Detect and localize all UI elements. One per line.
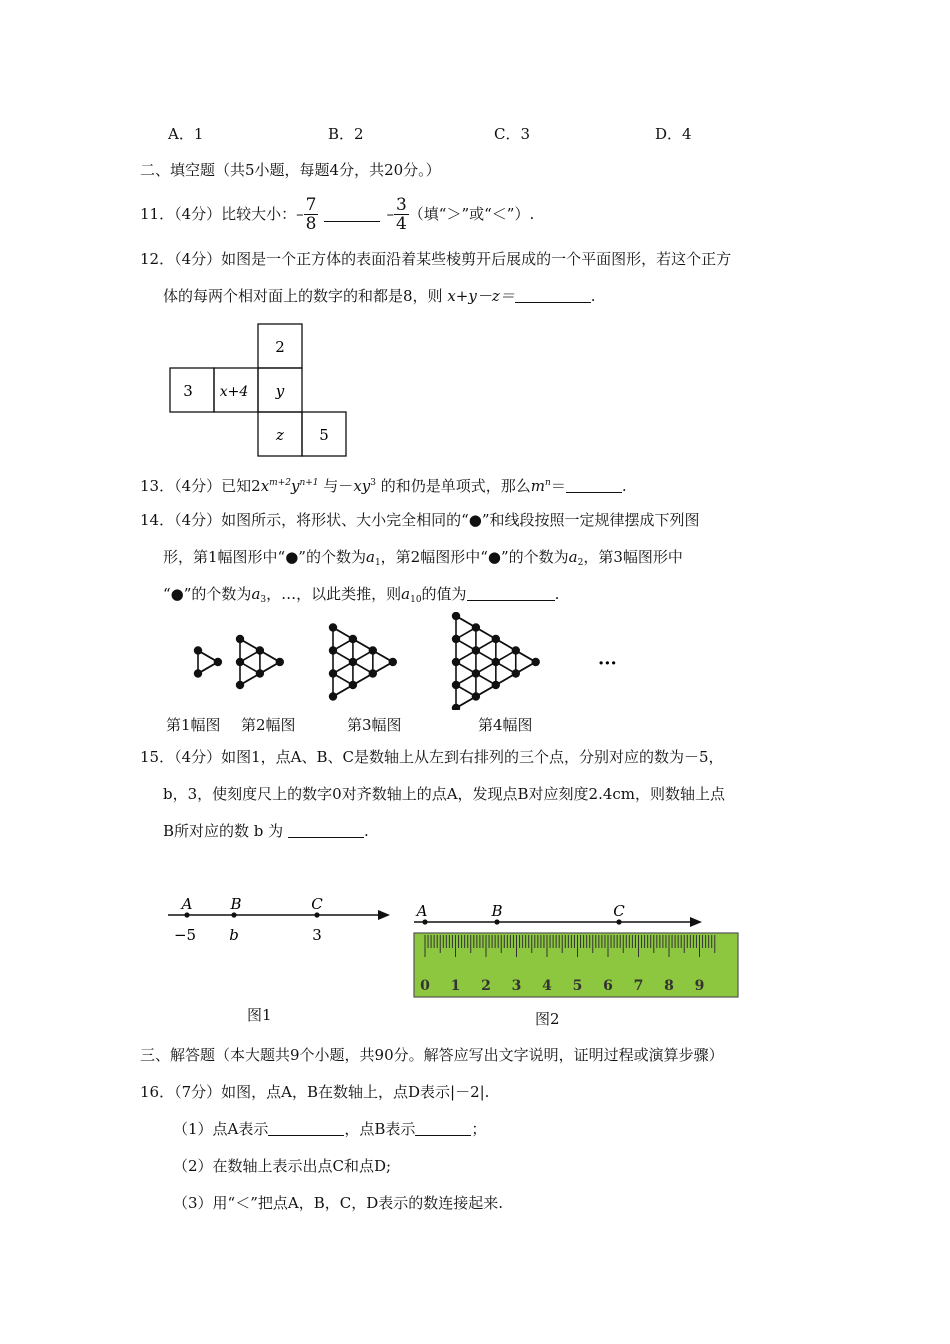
fig1-label-b: B bbox=[230, 895, 242, 913]
net-cell-y: y bbox=[275, 382, 285, 400]
q11-fraction1: $\frac{7}{8}$ bbox=[305, 194, 317, 234]
ruler-number-6: 6 bbox=[603, 978, 613, 994]
choice-c: C．3 bbox=[494, 125, 531, 143]
q11-minus2: – bbox=[386, 205, 394, 223]
pattern-caption-2: 第2幅图 bbox=[241, 716, 296, 734]
net-cell-z: z bbox=[276, 426, 284, 444]
section2-title: 二、填空题（共5小题，每题4分，共20分。） bbox=[140, 161, 441, 179]
section3-title: 三、解答题（本大题共9个小题，共90分。解答应写出文字说明，证明过程或演算步骤） bbox=[140, 1046, 724, 1064]
ruler-number-0: 0 bbox=[420, 978, 430, 994]
ruler-number-7: 7 bbox=[633, 978, 644, 994]
fig2-label-a: A bbox=[416, 902, 428, 920]
pattern-caption-3: 第3幅图 bbox=[347, 716, 402, 734]
ruler-number-4: 4 bbox=[542, 978, 552, 994]
q11-minus1: – bbox=[296, 205, 304, 223]
net-cell-5: 5 bbox=[319, 426, 329, 444]
fig2-label-b: B bbox=[491, 902, 503, 920]
ruler-number-9: 9 bbox=[694, 978, 705, 994]
q14-line2: 形，第1幅图形中“●”的个数为$a_1$，第2幅图形中“●”的个数为$a_2$，第3幅图形中 bbox=[163, 548, 683, 568]
choice-b: B．2 bbox=[328, 125, 364, 143]
ruler-number-5: 5 bbox=[572, 978, 583, 994]
q11-fraction2: $\frac{3}{4}$ bbox=[395, 194, 407, 234]
dot-pattern-figures bbox=[180, 612, 630, 710]
choice-a: A．1 bbox=[168, 125, 204, 143]
q15-line2: b，3，使刻度尺上的数字0对齐数轴上的点A，发现点B对应刻度2.4cm，则数轴上点 bbox=[163, 785, 726, 803]
fig2-caption: 图2 bbox=[535, 1010, 560, 1028]
fig1-value-b: b bbox=[229, 926, 239, 944]
q11-answer-blank[interactable] bbox=[324, 207, 380, 222]
pattern-caption-1: 第1幅图 bbox=[166, 716, 221, 734]
question-13: 13．（4分）已知$2x^{m+2}y^{n+1}$ 与$-xy^3$ 的和仍是单项式，那么$m^n=$ . bbox=[140, 477, 627, 495]
fig1-caption: 图1 bbox=[247, 1006, 272, 1024]
question-11 bbox=[140, 192, 534, 236]
net-cell-3: 3 bbox=[183, 382, 193, 400]
q16-part3: （3）用“＜”把点A，B，C，D表示的数连接起来. bbox=[173, 1194, 504, 1212]
q15-line3: B所对应的数 b 为 . bbox=[163, 822, 369, 840]
fig1-value-a: −5 bbox=[173, 926, 197, 944]
net-cell-2: 2 bbox=[275, 338, 285, 356]
ruler-number-1: 1 bbox=[450, 978, 461, 994]
q12-line1: 12．（4分）如图是一个正方体的表面沿着某些棱剪开后展成的一个平面图形，若这个正方 bbox=[140, 250, 732, 268]
q14-line3: “●”的个数为$a_3$，…，以此类推，则$a_{10}$的值为 . bbox=[163, 585, 560, 605]
ruler-number-2: 2 bbox=[481, 978, 491, 994]
number-line-figure-1 bbox=[160, 893, 400, 953]
ruler-number-8: 8 bbox=[664, 978, 674, 994]
q16-line1: 16．（7分）如图，点A，B在数轴上，点D表示|－2|. bbox=[140, 1083, 490, 1101]
q16-part1: （1）点A表示 ，点B表示 ； bbox=[173, 1120, 487, 1138]
continuation-dots: ··· bbox=[598, 653, 617, 674]
pattern-caption-4: 第4幅图 bbox=[478, 716, 533, 734]
q11-suffix: （填“＞”或“＜”）. bbox=[408, 205, 535, 223]
fig2-label-c: C bbox=[613, 902, 625, 920]
q11-prefix: 11．（4分）比较大小： bbox=[140, 205, 297, 223]
q15-line1: 15．（4分）如图1，点A、B、C是数轴上从左到右排列的三个点，分别对应的数为－5， bbox=[140, 748, 724, 766]
cube-net-figure bbox=[168, 323, 350, 457]
fig1-label-a: A bbox=[181, 895, 193, 913]
fig1-label-c: C bbox=[311, 895, 323, 913]
q12-line2: 体的每两个相对面上的数字的和都是8，则 x+y－z＝ . bbox=[163, 287, 596, 305]
ruler-number-3: 3 bbox=[511, 978, 522, 994]
q14-line1: 14．（4分）如图所示，将形状、大小完全相同的“●”和线段按照一定规律摆成下列图 bbox=[140, 511, 700, 529]
choice-d: D．4 bbox=[655, 125, 692, 143]
net-cell-x4: x+4 bbox=[219, 384, 249, 400]
q16-part2: （2）在数轴上表示出点C和点D; bbox=[173, 1157, 392, 1175]
ruler-figure-2 bbox=[408, 895, 743, 1003]
fig1-value-c: 3 bbox=[312, 926, 322, 944]
